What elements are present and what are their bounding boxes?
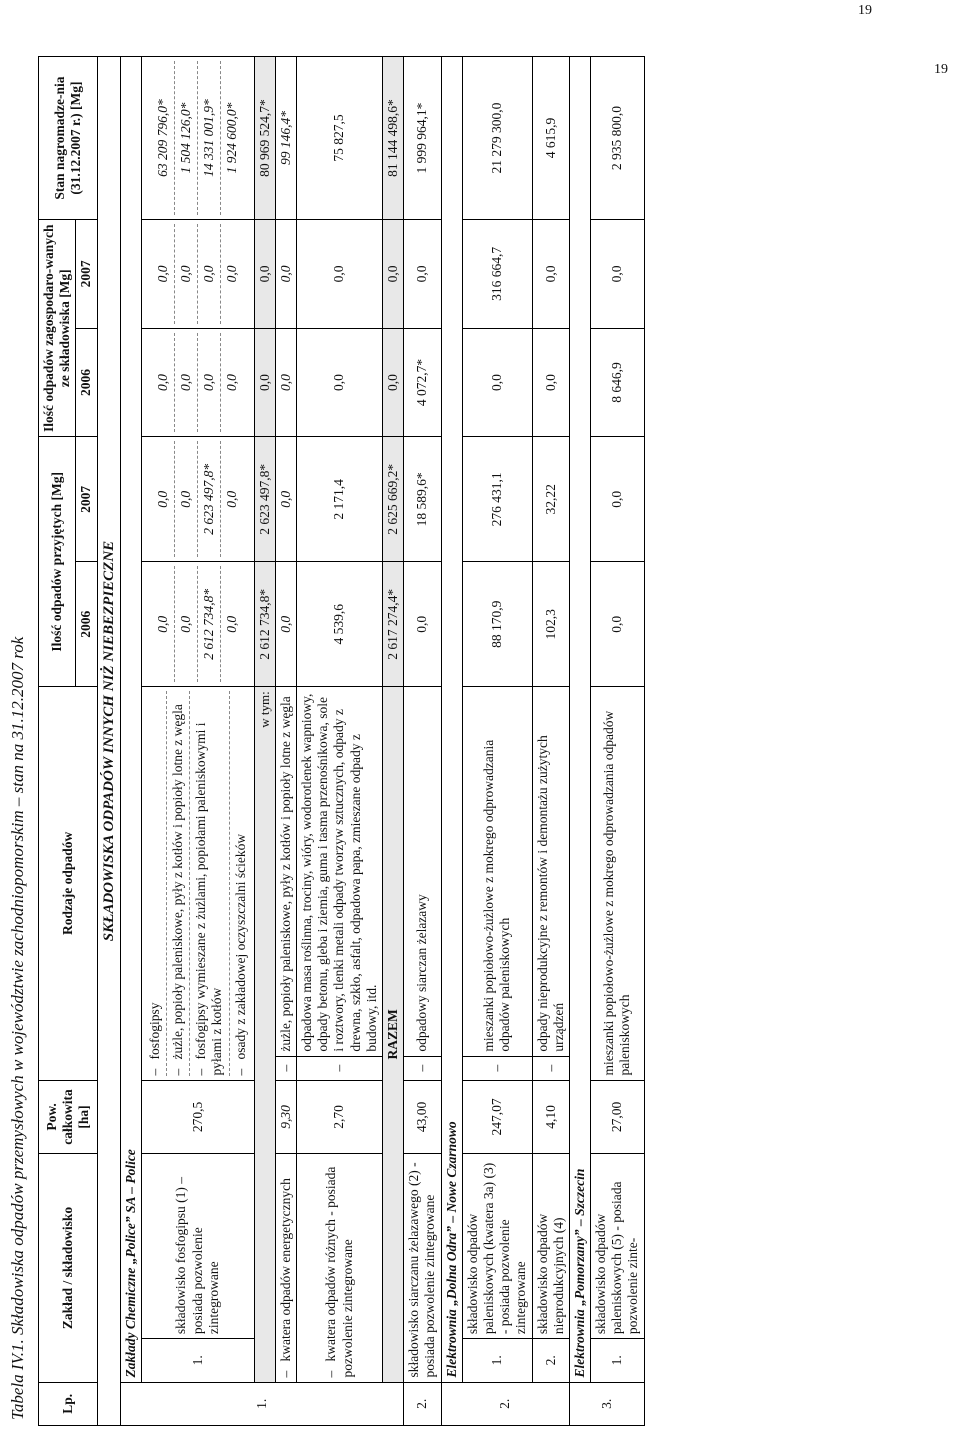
waste-name: odpadowy siarczan żelazawy xyxy=(404,687,441,1056)
dash-cell: – xyxy=(404,1056,441,1080)
received-2006: 4 539,6 xyxy=(297,562,383,687)
landfill-name: składowisko odpadów paleniskowych (kwatera 3a) (3) - posiada pozwolenie zintegrowane xyxy=(462,1154,532,1339)
landfill-name: –kwatera odpadów różnych - posiada pozwolenie zintegrowane xyxy=(297,1154,383,1382)
area-cell: 27,00 xyxy=(591,1080,645,1154)
header-zaklad: Zakład / składowisko xyxy=(39,1154,98,1382)
header-year: 2007 xyxy=(76,437,97,562)
landfill-name: –kwatera odpadów energetycznych xyxy=(275,1154,296,1382)
list-item: –żużle, popioły paleniskowe, pyły z kotłów i popioły lotne z węgla xyxy=(166,691,189,1075)
stock-cell: 1 999 964,1* xyxy=(404,57,441,220)
header-lp: Lp. xyxy=(39,1382,98,1425)
received-2007: 0,0 xyxy=(275,437,296,562)
received-2007: 32,22 xyxy=(532,437,569,562)
received-2006: 0,0 0,0 2 612 734,8* 0,0 xyxy=(141,562,254,687)
lp-cell: 2. xyxy=(404,1382,441,1425)
stock-cell: 4 615,9 xyxy=(532,57,569,220)
lp-cell: 3. xyxy=(569,1382,644,1425)
managed-2006: 4 072,7* xyxy=(404,328,441,437)
header-year: 2007 xyxy=(76,220,97,329)
plant-name: Zakłady Chemiczne „Police” SA – Police xyxy=(120,57,141,1383)
wtym-label: w tym: xyxy=(254,687,275,1382)
header-year: 2006 xyxy=(76,562,97,687)
stock-cell: 2 935 800,0 xyxy=(591,57,645,220)
managed-2006: 8 646,9 xyxy=(591,328,645,437)
received-2007: 2 171,4 xyxy=(297,437,383,562)
plant-name: Elektrownia „Dolna Odra” – Nowe Czarnowo xyxy=(441,57,462,1383)
wtym-stock: 80 969 524,7* xyxy=(254,57,275,220)
header-pow: Pow. całkowita [ha] xyxy=(39,1080,98,1154)
dash-cell: – xyxy=(275,1056,296,1080)
table-row xyxy=(404,57,441,1426)
sub-lp: 1. xyxy=(141,1339,254,1382)
managed-2006: 0,0 xyxy=(462,328,532,437)
wtym-managed-2007: 0,0 xyxy=(254,220,275,329)
received-2006: 0,0 xyxy=(275,562,296,687)
razem-managed-2006: 0,0 xyxy=(383,328,404,437)
received-2007: 0,0 0,0 2 623 497,8* 0,0 xyxy=(141,437,254,562)
sub-lp: 1. xyxy=(462,1339,532,1382)
page-number-side: 19 xyxy=(934,62,948,77)
table-row xyxy=(275,57,296,1426)
managed-2007: 0,0 xyxy=(532,220,569,329)
razem-received-2007: 2 625 669,2* xyxy=(383,437,404,562)
table-row xyxy=(254,57,275,1426)
header-year: 2006 xyxy=(76,328,97,437)
section-row xyxy=(97,57,120,1426)
header-przyjete: Ilość odpadów przyjętych [Mg] xyxy=(39,437,76,687)
waste-table xyxy=(38,56,645,1426)
table-row xyxy=(532,57,569,1426)
waste-list xyxy=(141,687,254,1080)
landfill-name: składowisko fosfogipsu (1) – posiada pozwolenie zintegrowane xyxy=(141,1154,254,1339)
managed-2006: 0,0 xyxy=(532,328,569,437)
waste-name: mieszanki popiołowo-żużlowe z mokrego odprowadzania odpadów paleniskowych xyxy=(462,687,532,1056)
table-row xyxy=(591,57,645,1426)
table-caption: Tabela IV.1. Składowiska odpadów przemysłowych w województwie zachodniopomorskim – stan na 31.12.2007 rok xyxy=(8,636,27,1420)
dash-cell: – xyxy=(462,1056,532,1080)
stock-cell: 21 279 300,0 xyxy=(462,57,532,220)
managed-2007: 0,0 xyxy=(404,220,441,329)
plant-name: Elektrownia „Pomorzany” – Szczecin xyxy=(569,57,590,1383)
landfill-name: składowisko odpadów nieprodukcyjnych (4) xyxy=(532,1154,569,1339)
stock-cell: 75 827,5 xyxy=(297,57,383,220)
waste-name: żużle, popioły paleniskowe, pyły z kotłów i popioły lotne z węgla xyxy=(275,687,296,1056)
header-rodzaje: Rodzaje odpadów xyxy=(39,687,98,1080)
table-row xyxy=(141,57,254,1426)
header-zagosp: Ilość odpadów zagospodaro-wanych ze składowiska [Mg] xyxy=(39,220,76,437)
list-item: –fosfogipsy wymieszane z żużlami, popiołami paleniskowymi i pyłami z kotłów xyxy=(189,691,228,1075)
table-row xyxy=(297,57,383,1426)
wtym-received-2006: 2 612 734,8* xyxy=(254,562,275,687)
managed-2007: 316 664,7 xyxy=(462,220,532,329)
received-2007: 276 431,1 xyxy=(462,437,532,562)
header-row xyxy=(39,57,76,1426)
table-row xyxy=(569,57,590,1426)
lp-cell: 1. xyxy=(120,1382,404,1425)
table-row xyxy=(120,57,141,1426)
dash-cell: – xyxy=(297,1056,383,1080)
razem-label: RAZEM xyxy=(383,687,404,1382)
stock-cell: 99 146,4* xyxy=(275,57,296,220)
area-cell: 9,30 xyxy=(275,1080,296,1154)
page-number-top: 19 xyxy=(858,3,872,18)
wtym-managed-2006: 0,0 xyxy=(254,328,275,437)
area-cell: 2,70 xyxy=(297,1080,383,1154)
managed-2006: 0,0 0,0 0,0 0,0 xyxy=(141,328,254,437)
area-cell: 270,5 xyxy=(141,1080,254,1154)
table-row xyxy=(441,57,462,1426)
lp-cell: 2. xyxy=(441,1382,569,1425)
section-title: SKŁADOWISKA ODPADÓW INNYCH NIŻ NIEBEZPIECZNE xyxy=(97,57,120,1426)
stock-cell: 63 209 796,0* 1 504 126,0* 14 331 001,9* 1 924 600,0* xyxy=(141,57,254,220)
rotated-page xyxy=(0,40,920,1440)
razem-stock: 81 144 498,6* xyxy=(383,57,404,220)
managed-2007: 0,0 xyxy=(591,220,645,329)
dash-cell: – xyxy=(532,1056,569,1080)
razem-received-2006: 2 617 274,4* xyxy=(383,562,404,687)
received-2006: 102,3 xyxy=(532,562,569,687)
area-cell: 4,10 xyxy=(532,1080,569,1154)
received-2006: 88 170,9 xyxy=(462,562,532,687)
received-2006: 0,0 xyxy=(404,562,441,687)
managed-2006: 0,0 xyxy=(297,328,383,437)
area-cell: 43,00 xyxy=(404,1080,441,1154)
table-row xyxy=(462,57,532,1426)
landfill-name: składowisko siarczanu żelazawego (2) - posiada pozwolenie zintegrowane xyxy=(404,1154,441,1382)
received-2007: 0,0 xyxy=(591,437,645,562)
header-stan: Stan nagromadze-nia (31.12.2007 r.) [Mg] xyxy=(39,57,98,220)
managed-2006: 0,0 xyxy=(275,328,296,437)
wtym-received-2007: 2 623 497,8* xyxy=(254,437,275,562)
sub-lp: 1. xyxy=(591,1339,645,1382)
list-item: –osady z zakładowej oczyszczalni ścieków xyxy=(229,691,252,1075)
received-2006: 0,0 xyxy=(591,562,645,687)
managed-2007: 0,0 xyxy=(275,220,296,329)
razem-managed-2007: 0,0 xyxy=(383,220,404,329)
waste-name: odpady nieprodukcyjne z remontów i demontażu zużytych urządzeń xyxy=(532,687,569,1056)
landfill-name: składowisko odpadów paleniskowych (5) - posiada pozwolenie zinte- xyxy=(591,1154,645,1339)
managed-2007: 0,0 xyxy=(297,220,383,329)
received-2007: 18 589,6* xyxy=(404,437,441,562)
sub-lp: 2. xyxy=(532,1339,569,1382)
waste-name: odpadowa masa roślinna, trociny, wióry, wodorotlenek wapniowy, odpady betonu, gleba i ziemia, guma i tasma przenośnikowa, sole i roztwory, tlenki metali odpady tworzyw sztucznych, odpady z drewna, szkło, asfalt, odpadowa papa, zmieszane odpady z budowy, itd. xyxy=(297,687,383,1056)
area-cell: 247,07 xyxy=(462,1080,532,1154)
razem-row xyxy=(383,57,404,1426)
waste-name: mieszanki popiołowo-żużlowe z mokrego odprowadzania odpadów paleniskowych xyxy=(591,687,645,1080)
list-item: –fosfogipsy xyxy=(146,1002,162,1076)
managed-2007: 0,0 0,0 0,0 0,0 xyxy=(141,220,254,329)
